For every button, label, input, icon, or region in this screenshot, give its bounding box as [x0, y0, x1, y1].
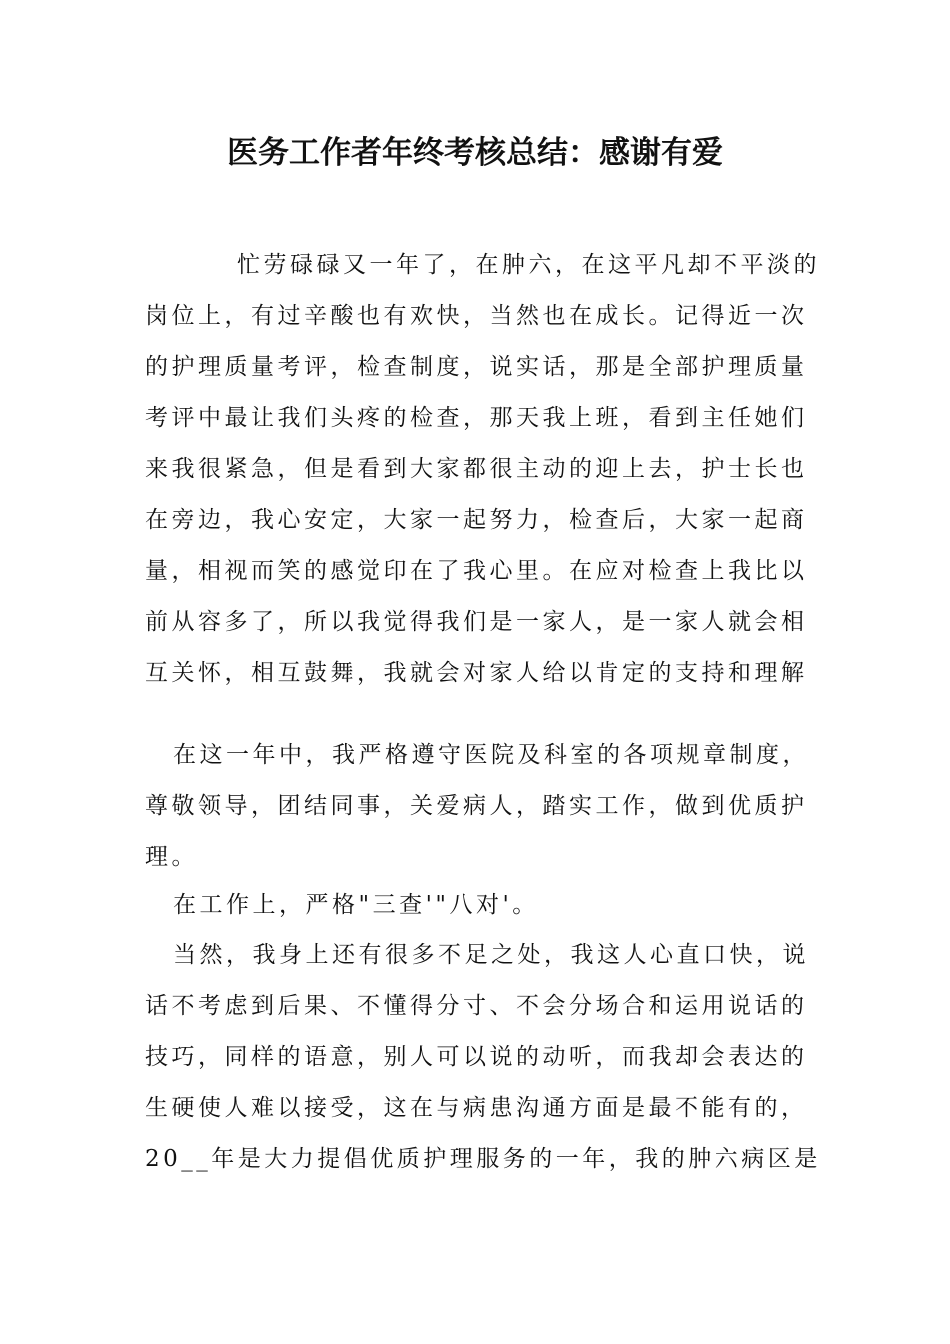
- paragraph-4: [145, 930, 821, 1185]
- paragraph-line: 来我很紧急，但是看到大家都很主动的迎上去，护士长也: [145, 456, 808, 482]
- paragraph-line: 当然，我身上还有很多不足之处，我这人心直口快，说: [173, 942, 809, 968]
- paragraph-line: 前从容多了，所以我觉得我们是一家人，是一家人就会相: [145, 609, 808, 635]
- paragraph-line: 互关怀，相互鼓舞，我就会对家人给以肯定的支持和理解: [145, 660, 808, 686]
- document-title: 医务工作者年终考核总结：感谢有爱: [227, 135, 723, 171]
- paragraph-line: 量，相视而笑的感觉印在了我心里。在应对检查上我比以: [145, 558, 808, 584]
- paragraph-line: 尊敬领导，团结同事，关爱病人，踏实工作，做到优质护: [145, 793, 808, 819]
- paragraph-line: 在旁边，我心安定，大家一起努力，检查后，大家一起商: [145, 507, 808, 533]
- paragraph-line: 技巧，同样的语意，别人可以说的动听，而我却会表达的: [145, 1044, 808, 1070]
- paragraph-line: 考评中最让我们头疼的检查，那天我上班，看到主任她们: [145, 405, 808, 431]
- paragraph-line: 理。: [145, 844, 198, 870]
- paragraph-line: 话不考虑到后果、不懂得分寸、不会分场合和运用说话的: [145, 993, 808, 1019]
- paragraph-line: 岗位上，有过辛酸也有欢快，当然也在成长。记得近一次: [145, 303, 808, 329]
- paragraph-line: 的护理质量考评，检查制度，说实话，那是全部护理质量: [145, 354, 808, 380]
- paragraph-2: [145, 730, 809, 883]
- paragraph-line: 在工作上，严格"三查'"八对'。: [173, 892, 539, 918]
- paragraph-3: [145, 880, 805, 931]
- paragraph-1: [145, 240, 820, 699]
- paragraph-line: 忙劳碌碌又一年了，在肿六，在这平凡却不平淡的: [237, 252, 820, 278]
- paragraph-line: 生硬使人难以接受，这在与病患沟通方面是最不能有的，: [145, 1095, 808, 1121]
- paragraph-line: 20__年是大力提倡优质护理服务的一年，我的肿六病区是: [145, 1146, 821, 1172]
- paragraph-line: 在这一年中，我严格遵守医院及科室的各项规章制度，: [173, 742, 809, 768]
